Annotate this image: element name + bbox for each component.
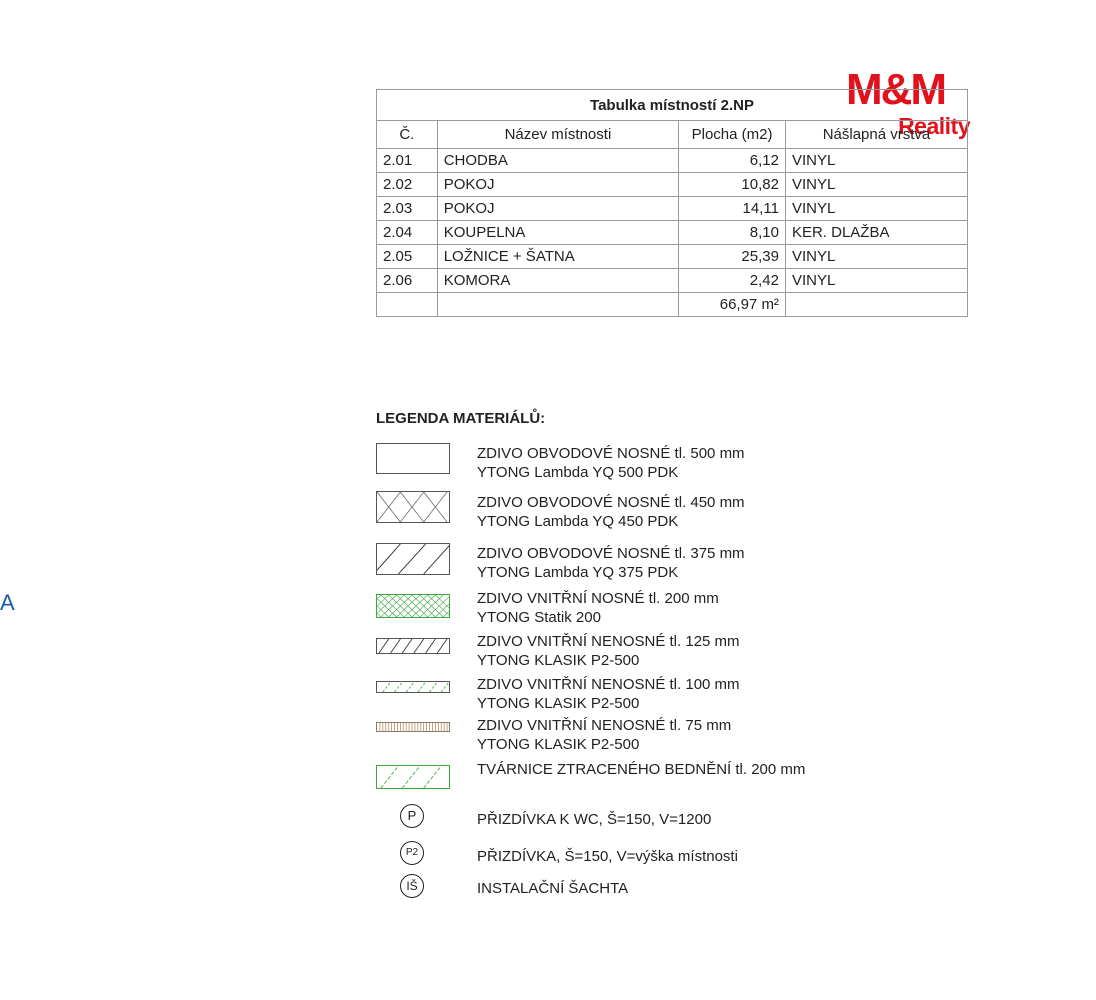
logo-sub-text: Reality (898, 113, 970, 139)
room-table (376, 89, 968, 317)
swatch-vertical-tan (376, 722, 450, 732)
table-title: Tabulka místností 2.NP (377, 90, 968, 121)
legend-line1: ZDIVO OBVODOVÉ NOSNÉ tl. 500 mm (477, 445, 745, 462)
cell-room-name: POKOJ (437, 197, 678, 221)
cell-number: 2.01 (377, 149, 438, 173)
legend-item (376, 676, 896, 720)
symbol-text: INSTALAČNÍ ŠACHTA (477, 880, 629, 897)
cell-room-name: POKOJ (437, 173, 678, 197)
legend-item (376, 491, 896, 531)
legend-line2: YTONG KLASIK P2-500 (477, 736, 640, 753)
cell-area: 10,82 (679, 173, 786, 197)
table-row (377, 149, 968, 173)
toilet-wall-symbol-icon: P (400, 804, 424, 828)
wall-lining-symbol-icon: P2 (400, 841, 424, 865)
cell-empty (785, 293, 967, 317)
cell-floor-layer: VINYL (785, 149, 967, 173)
cell-area: 6,12 (679, 149, 786, 173)
cell-floor-layer: VINYL (785, 197, 967, 221)
legend-symbol-item (376, 874, 896, 914)
table-row (377, 269, 968, 293)
cell-number: 2.06 (377, 269, 438, 293)
header-area: Plocha (m2) (679, 121, 786, 149)
total-area: 66,97 m² (679, 293, 786, 317)
legend-line1: ZDIVO VNITŘNÍ NENOSNÉ tl. 75 mm (477, 717, 732, 734)
symbol-text: PŘIZDÍVKA K WC, Š=150, V=1200 (477, 811, 712, 828)
table-row (377, 173, 968, 197)
cell-room-name: CHODBA (437, 149, 678, 173)
swatch-green-dashed (376, 681, 450, 693)
cell-area: 8,10 (679, 221, 786, 245)
legend-line2: YTONG KLASIK P2-500 (477, 695, 640, 712)
legend-line2: YTONG Lambda YQ 450 PDK (477, 513, 679, 530)
table-row (377, 221, 968, 245)
cell-area: 2,42 (679, 269, 786, 293)
legend-line2: YTONG KLASIK P2-500 (477, 652, 640, 669)
cell-empty (377, 293, 438, 317)
cell-empty (437, 293, 678, 317)
symbol-text: PŘIZDÍVKA, Š=150, V=výška místnosti (477, 848, 738, 865)
legend-text (477, 444, 745, 482)
legend-symbol-item (376, 804, 896, 844)
legend-text (477, 544, 745, 582)
cell-number: 2.04 (377, 221, 438, 245)
legend-line1: TVÁRNICE ZTRACENÉHO BEDNĚNÍ tl. 200 mm (477, 761, 806, 778)
edge-letter: A (0, 590, 15, 615)
swatch-crosshatch (376, 491, 450, 523)
cell-floor-layer: VINYL (785, 245, 967, 269)
table-header-row (377, 121, 968, 149)
cell-number: 2.05 (377, 245, 438, 269)
legend-title: LEGENDA MATERIÁLŮ: (376, 410, 546, 427)
swatch-wide-diagonal (376, 543, 450, 575)
legend-line1: ZDIVO VNITŘNÍ NENOSNÉ tl. 125 mm (477, 633, 740, 650)
legend-text (477, 675, 740, 713)
cell-room-name: KOUPELNA (437, 221, 678, 245)
legend-item (376, 761, 896, 805)
legend-line2: YTONG Lambda YQ 375 PDK (477, 564, 679, 581)
swatch-green-diagonal (376, 765, 450, 789)
installation-shaft-symbol-icon: IŠ (400, 874, 424, 898)
legend-line2: YTONG Lambda YQ 500 PDK (477, 464, 679, 481)
header-number: Č. (377, 121, 438, 149)
cell-floor-layer: VINYL (785, 173, 967, 197)
legend-item (376, 543, 896, 583)
cell-area: 25,39 (679, 245, 786, 269)
cell-room-name: KOMORA (437, 269, 678, 293)
table-row (377, 245, 968, 269)
cell-floor-layer: VINYL (785, 269, 967, 293)
cell-floor-layer: KER. DLAŽBA (785, 221, 967, 245)
table-row (377, 197, 968, 221)
swatch-blank (376, 443, 450, 474)
legend-item (376, 592, 896, 632)
cell-number: 2.02 (377, 173, 438, 197)
cell-area: 14,11 (679, 197, 786, 221)
legend-text (477, 632, 740, 670)
header-floor-layer: Nášlapná vrstva (785, 121, 967, 149)
legend-item (376, 717, 896, 761)
legend-item (376, 443, 896, 483)
legend-text (477, 760, 805, 779)
legend-line1: ZDIVO VNITŘNÍ NOSNÉ tl. 200 mm (477, 590, 719, 607)
legend-text (477, 589, 719, 627)
legend-text (477, 716, 731, 754)
legend-line1: ZDIVO OBVODOVÉ NOSNÉ tl. 375 mm (477, 545, 745, 562)
legend-item (376, 633, 896, 676)
swatch-diagonal (376, 638, 450, 654)
cell-room-name: LOŽNICE + ŠATNA (437, 245, 678, 269)
header-room-name: Název místnosti (437, 121, 678, 149)
legend-line2: YTONG Statik 200 (477, 609, 601, 626)
legend-line1: ZDIVO VNITŘNÍ NENOSNÉ tl. 100 mm (477, 676, 740, 693)
swatch-green-crosshatch (376, 594, 450, 618)
legend-text (477, 493, 745, 531)
cell-number: 2.03 (377, 197, 438, 221)
logo-main-text: M&M (846, 65, 946, 114)
legend-line1: ZDIVO OBVODOVÉ NOSNÉ tl. 450 mm (477, 494, 745, 511)
table-total-row (377, 293, 968, 317)
